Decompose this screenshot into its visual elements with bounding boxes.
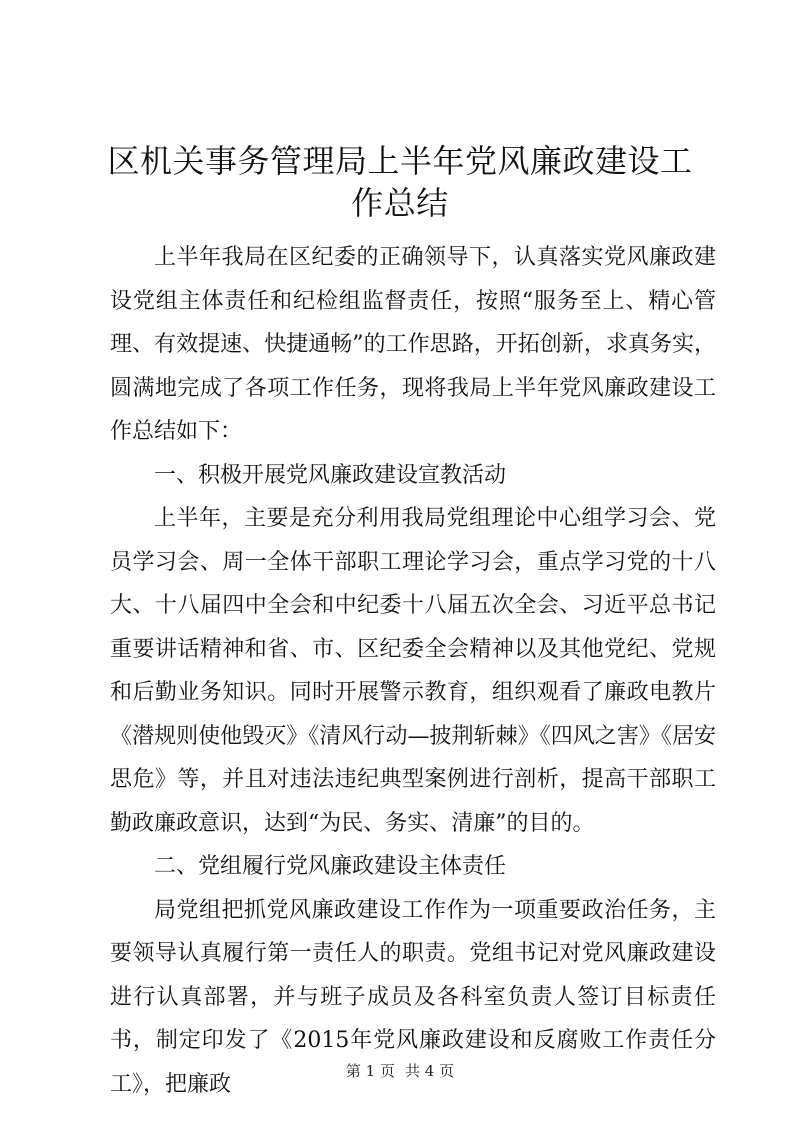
page-footer bbox=[0, 1061, 800, 1081]
page-total: 共 4 页 bbox=[405, 1062, 455, 1080]
document-title: 区机关事务管理局上半年党风廉政建设工作总结 bbox=[107, 142, 693, 222]
paragraph-section-2: 局党组把抓党风廉政建设工作作为一项重要政治任务，主要领导认真履行第一责任人的职责。党组书记对党风廉政建设进行认真部署，并与班子成员及各科室负责人签订目标责任书，制定印发了《2015年党风廉政建设和反腐败工作责任分工》，把廉政 bbox=[110, 897, 716, 1097]
section-heading-2: 二、党组履行党风廉政建设主体责任 bbox=[154, 854, 507, 879]
section-heading-1: 一、积极开展党风廉政建设宣教活动 bbox=[154, 462, 507, 488]
document-body bbox=[110, 236, 716, 1106]
paragraph-intro: 上半年我局在区纪委的正确领导下，认真落实党风廉政建设党组主体责任和纪检组监督责任，按照“服务至上、精心管理、有效提速、快捷通畅”的工作思路，开拓创新，求真务实，圆满地完成了各项工作任务，现将我局上半年党风廉政建设工作总结如下： bbox=[110, 245, 716, 444]
page-number: 第 1 页 bbox=[345, 1062, 395, 1080]
paragraph-section-1: 上半年，主要是充分利用我局党组理论中心组学习会、党员学习会、周一全体干部职工理论学习会，重点学习党的十八大、十八届四中全会和中纪委十八届五次全会、习近平总书记重要讲话精神和省、市、区纪委全会精神以及其他党纪、党规和后勤业务知识。同时开展警示教育，组织观看了廉政电教片《潜规则使他毁灭》《清风行动—披荆斩棘》《四风之害》《居安思危》等，并且对违法违纪典型案例进行剖析，提高干部职工勤政廉政意识，达到“为民、务实、清廉”的目的。 bbox=[110, 506, 716, 836]
